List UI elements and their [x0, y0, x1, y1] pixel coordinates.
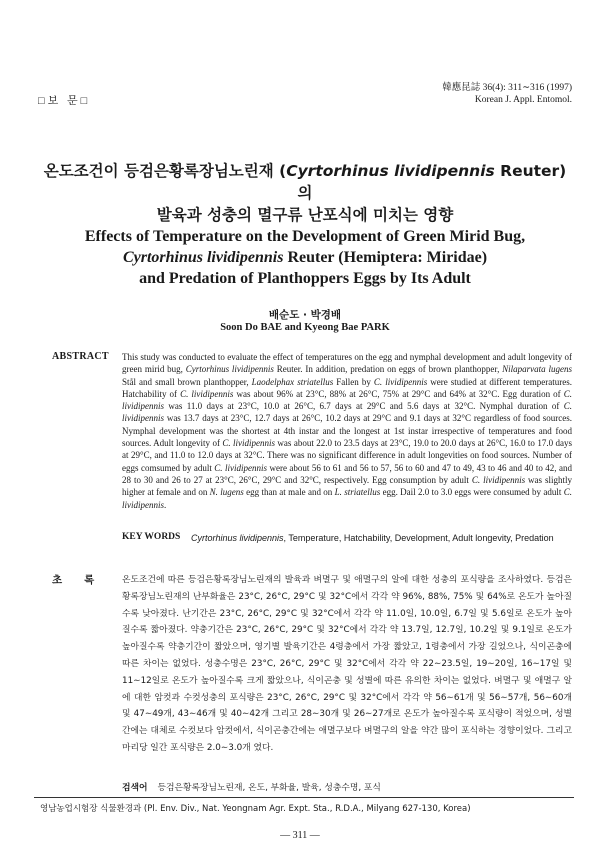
korean-keywords — [122, 780, 381, 793]
korean-authors: 배순도 · 박경배 — [268, 309, 342, 321]
footnote-divider — [34, 797, 574, 798]
english-authors: Soon Do BAE and Kyeong Bae PARK — [220, 322, 390, 333]
abstract-label: ABSTRACT — [52, 351, 109, 362]
korean-title-line-1: 온도조건이 등검은황록장님노린재 (Cyrtorhinus lividipennis Reuter)의 — [43, 162, 567, 202]
abstract-text: This study was conducted to evaluate the effect of temperatures on the egg and nymphal development and adult longevity of green mirid bug, Cyrtorhinus lividipennis Reuter. In addition, predation on eggs of brown planthopper, Nilaparvata lugens Stål and small brown planthopper, Laodelphax striatellus Fallen by C. lividipennis were studied at different temperatures. Hatchability of C. lividipennis was about 96% at 23°C, 88% at 26°C, 75% at 29°C and 64% at 32°C. Egg duration of C. lividipennis was 11.0 days at 23°C, 10.0 at 26°C, 6.7 days at 29°C and 5.6 days at 32°C. Nymphal duration of C. lividipennis was 13.7 days at 23°C, 12.7 days at 26°C, 10.2 days at 29°C and 9.1 days at 32°C regardless of food sources. Nymphal development was the shortest at 4th instar and the longest at 1st instar irrespective of temperatures and food sources. Adult longevity of C. lividipennis was about 22.0 to 23.5 days at 23°C, 19.0 to 20.0 days at 26°C, 16.0 to 17.0 days at 29°C, and 11.0 to 12.0 days at 32°C. There was no significant difference in adult longevities on food sources. Number of eggs comsumed by adult C. lividipennis were about 56 to 61 and 56 to 57, 56 to 60 and 47 to 49, 43 to 46 and 40 to 42, and 28 to 30 and 26 to 27 at 23°C, 26°C, 29°C and 32°C, respectively. Egg consumption by adult C. lividipennis was slightly higher at female and on N. lugens egg than at male and on L. striatellus egg. Dail 2.0 to 3.0 eggs were consumed by adult C. lividipennis. — [122, 352, 573, 510]
korean-abstract-text: 온도조건에 따른 등검은황록장님노린재의 발육과 벼멸구 및 애멸구의 알에 대한 성충의 포식량을 조사하였다. 등검은황록장님노린재의 난부화율은 23°C, 26°C, 29°C 및 32°C에서 각각 약 96%, 88%, 75% 및 64%로 온도가 높아질수록 낮아졌다. 난기간은 23°C, 26°C, 29°C 및 32°C에서 각각 약 11.0일, 10.0일, 6.7일 및 5.6일로 온도가 높아질수록 짧아졌다. 약충기간은 23°C, 26°C, 29°C 및 32°C에서 각각 약 13.7일, 12.7일, 10.2일 및 9.1일로 온도가 높아질수록 약충기간이 짧았으며, 영기별 발육기간은 4령충에서 가장 짧았고, 1령충에서 가장 길었으나, 식이곤충에 따른 차이는 없었다. 성충수명은 23°C, 26°C, 29°C 및 32°C에서 각각 약 22∼23.5일, 19∼20일, 16∼17일 및 11∼12일로 온도가 높아질수록 크게 짧았으나, 식이곤충 및 성별에 따른 유의한 차이는 없었다. 벼멸구 및 애멸구 알에 대한 암컷과 수컷성충의 포식량은 23°C, 26°C, 29°C 및 32°C에서 각각 약 56∼61개 및 56∼57개, 56∼60개 및 47∼49개, 43∼46개 및 40∼42개 그리고 28∼30개 및 26∼27개로 온도가 높아질수록 포식량이 적었으며, 성별간에는 대체로 수컷보다 암컷에서, 식이곤충간에는 애멸구보다 벼멸구의 알을 약간 많이 포식하는 경향이었다. 그리고 마리당 일간 포식량은 2.0∼3.0개 였다. — [122, 575, 572, 753]
key-words-text: Cyrtorhinus lividipennis, Temperature, Hatchability, Development, Adult longevity, Predation — [191, 533, 554, 543]
korean-keywords-text: 등검은황록장님노린재, 온도, 부화율, 발육, 성충수명, 포식 — [157, 783, 381, 793]
korean-abstract-label: 초록 — [52, 574, 117, 586]
english-title-line-2: Cyrtorhinus lividipennis Reuter (Hemiptera: Miridae) — [122, 249, 488, 266]
korean-keywords-label: 검색어 — [122, 783, 148, 793]
korean-title-line-2: 발육과 성충의 멸구류 난포식에 미치는 영향 — [156, 206, 454, 224]
journal-citation-english: Korean J. Appl. Entomol. — [474, 95, 572, 105]
english-title-line-1: Effects of Temperature on the Development of Green Mirid Bug, — [84, 228, 526, 245]
affiliation-footnote: 영남농업시험장 식물환경과 (Pl. Env. Div., Nat. Yeongnam Agr. Expt. Sta., R.D.A., Milyang 627-130, Korea) — [40, 804, 471, 814]
journal-citation-korean: 韓應昆誌 36(4): 311∼316 (1997) — [442, 83, 572, 93]
article-type-label: □보 문□ — [38, 95, 91, 107]
english-title-line-3: and Predation of Planthoppers Eggs by Its Adult — [139, 270, 471, 287]
korean-title — [40, 160, 570, 226]
journal-citation — [442, 82, 572, 106]
page-number: — 311 — — [280, 830, 320, 841]
key-words-label: KEY WORDS — [122, 532, 181, 542]
english-title — [40, 226, 570, 289]
